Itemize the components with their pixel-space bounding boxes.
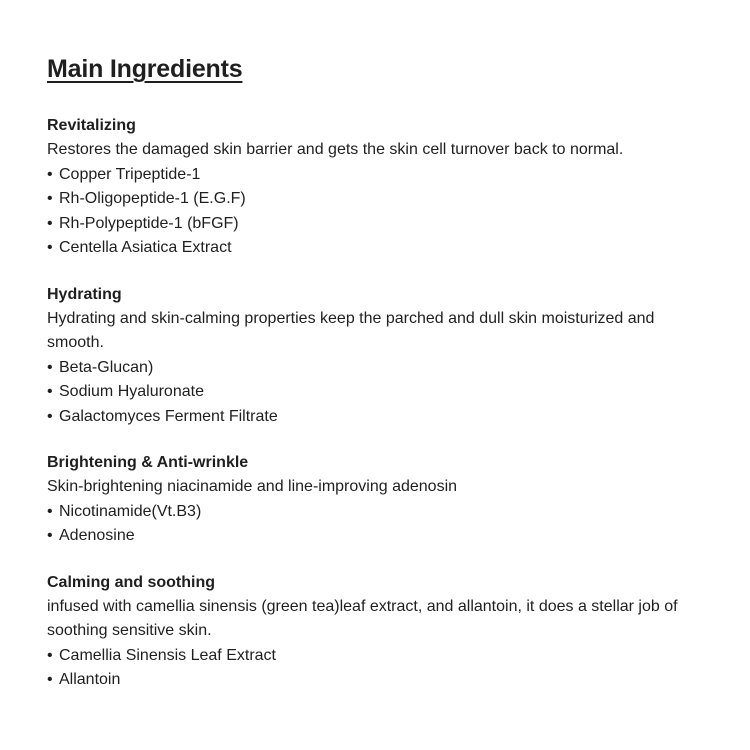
bullet-icon: • [47, 214, 53, 232]
ingredient-name: Allantoin [59, 671, 121, 688]
list-item [47, 380, 707, 405]
section-heading: Revitalizing [47, 117, 136, 134]
section-hydrating [47, 283, 707, 430]
list-item [47, 356, 707, 381]
ingredient-list [47, 644, 707, 693]
ingredient-name: Camellia Sinensis Leaf Extract [59, 646, 276, 664]
section-revitalizing [47, 114, 707, 261]
list-item [47, 668, 707, 693]
ingredients-document [47, 52, 707, 715]
section-brightening [47, 451, 707, 549]
section-description: Restores the damaged skin barrier and gets the skin cell turnover back to normal. [47, 141, 624, 158]
bullet-icon: • [47, 646, 53, 664]
bullet-icon: • [47, 358, 53, 376]
bullet-icon: • [47, 190, 53, 207]
ingredient-name: Rh-Oligopeptide-1 (E.G.F) [59, 190, 246, 207]
page-title: Main Ingredients [47, 55, 243, 83]
ingredient-name: Sodium Hyaluronate [59, 383, 204, 400]
list-item [47, 236, 707, 261]
list-item [47, 500, 707, 525]
list-item [47, 405, 707, 430]
list-item [47, 187, 707, 212]
section-heading: Hydrating [47, 285, 122, 303]
bullet-icon: • [47, 407, 53, 425]
ingredient-name: Centella Asiatica Extract [59, 239, 232, 256]
ingredient-name: Adenosine [59, 527, 135, 544]
section-description: Hydrating and skin-calming properties keep the parched and dull skin moisturized and smooth. [47, 309, 655, 351]
section-description: Skin-brightening niacinamide and line-improving adenosin [47, 478, 458, 495]
ingredient-list [47, 356, 707, 430]
list-item [47, 163, 707, 188]
ingredient-name: Rh-Polypeptide-1 (bFGF) [59, 214, 239, 232]
bullet-icon: • [47, 671, 53, 688]
section-heading: Brightening & Anti-wrinkle [47, 454, 249, 471]
ingredient-name: Nicotinamide(Vt.B3) [59, 502, 202, 520]
bullet-icon: • [47, 239, 53, 256]
ingredient-name: Galactomyces Ferment Filtrate [59, 407, 278, 425]
bullet-icon: • [47, 383, 53, 400]
bullet-icon: • [47, 527, 53, 544]
list-item [47, 644, 707, 669]
ingredient-name: Copper Tripeptide-1 [59, 165, 201, 183]
bullet-icon: • [47, 165, 53, 183]
section-heading: Calming and soothing [47, 573, 215, 591]
section-calming [47, 571, 707, 693]
section-description: infused with camellia sinensis (green tea)leaf extract, and allantoin, it does a stellar job of soothing sensitive skin. [47, 597, 678, 639]
list-item [47, 524, 707, 549]
ingredient-name: Beta-Glucan) [59, 358, 154, 376]
bullet-icon: • [47, 502, 53, 520]
ingredient-list [47, 500, 707, 549]
list-item [47, 212, 707, 237]
ingredient-list [47, 163, 707, 261]
